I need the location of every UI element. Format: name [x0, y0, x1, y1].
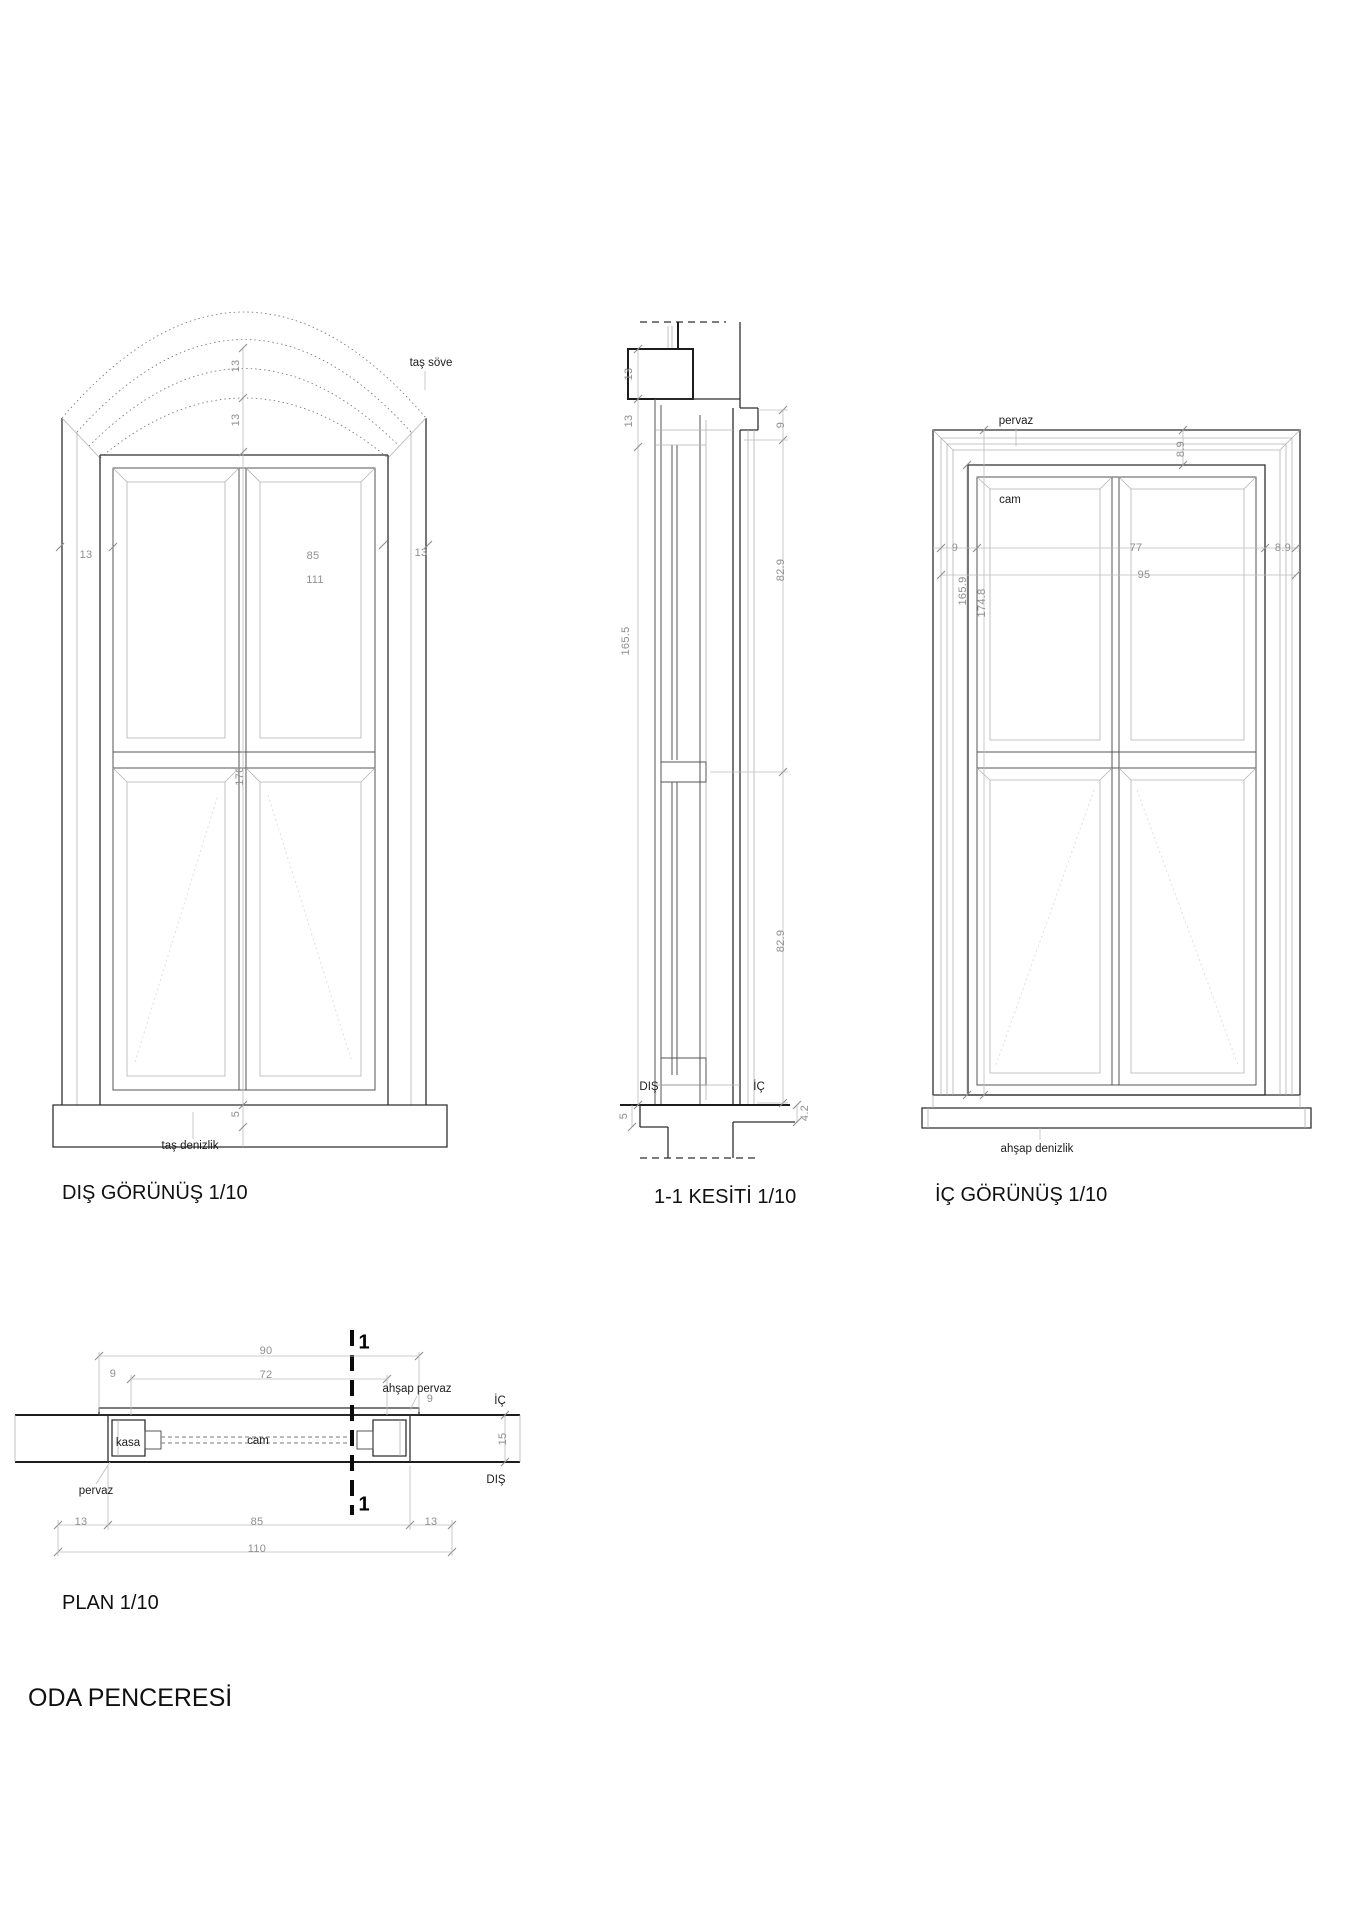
dim-sill-thickness: 5 [230, 1110, 242, 1118]
interior-view-title: İÇ GÖRÜNÜŞ 1/10 [935, 1184, 1108, 1206]
dim-overall-height: 174.8 [976, 588, 988, 618]
stone-surround-label: taş söve [409, 357, 453, 369]
dim-jamb-right-plan: 13 [424, 1516, 438, 1528]
exterior-view-linework [53, 312, 447, 1147]
inside-label-plan: İÇ [494, 1395, 506, 1407]
dim-trim-side-left: 9 [109, 1368, 117, 1380]
dim-trim-overall-width: 90 [259, 1345, 273, 1357]
dim-lintel-band-top: 13 [623, 367, 635, 381]
exterior-view-title: DIŞ GÖRÜNÜŞ 1/10 [62, 1182, 248, 1204]
dim-trim-width-right: 8.9 [1274, 542, 1292, 554]
frame-label: kasa [115, 1437, 141, 1449]
dim-jamb-left: 13 [79, 549, 93, 561]
dim-sash-height: 165.9 [957, 576, 969, 606]
interior-view-linework [922, 426, 1311, 1140]
dim-lintel-band-bottom: 13 [623, 414, 635, 428]
dim-opening-width: 85 [250, 1516, 264, 1528]
wood-sill-label: ahşap denizlik [1000, 1143, 1074, 1155]
dim-frame-width-plan: 72 [259, 1369, 273, 1381]
stone-sill-label: taş denizlik [161, 1140, 219, 1152]
glass-label: cam [999, 494, 1021, 506]
dim-jamb-right: 13 [414, 547, 428, 559]
dim-jamb-left-plan: 13 [74, 1516, 88, 1528]
section-mark-bottom: 1 [358, 1493, 370, 1516]
drawing-title: ODA PENCERESİ [28, 1684, 233, 1712]
wood-trim-label: ahşap pervaz [382, 1383, 452, 1395]
section-view-title: 1-1 KESİTİ 1/10 [654, 1186, 797, 1208]
dim-sill-back-height: 4.2 [799, 1104, 811, 1122]
trim-label: pervaz [998, 415, 1034, 427]
glass-label-plan: cam [247, 1435, 269, 1447]
dim-glass-width: 85 [306, 550, 320, 562]
inside-label: İÇ [753, 1081, 765, 1093]
dim-lower-sash-height: 82.9 [775, 929, 787, 953]
dim-head-height: 8.9 [1175, 440, 1187, 458]
dim-frame-height: 165.5 [620, 626, 632, 656]
dim-sash-width: 95 [1137, 569, 1151, 581]
section-view-linework [620, 322, 801, 1158]
dim-trim-width-left: 9 [951, 542, 959, 554]
dim-frame-width: 111 [306, 574, 324, 586]
dim-window-height: 170 [234, 766, 246, 786]
dim-arch-band-top: 13 [230, 359, 242, 373]
dim-sill-front-height: 5 [618, 1112, 630, 1120]
dim-trim-side-right: 9 [426, 1393, 434, 1405]
dim-wall-thickness: 15 [497, 1432, 509, 1446]
trim-label-plan: pervaz [78, 1485, 114, 1497]
plan-view-title: PLAN 1/10 [62, 1592, 159, 1614]
section-mark-top: 1 [358, 1331, 370, 1354]
dim-overall-width: 110 [247, 1543, 267, 1555]
dim-arch-band-bottom: 13 [230, 413, 242, 427]
dim-upper-sash-height: 82.9 [775, 558, 787, 582]
outside-label: DIŞ [639, 1081, 659, 1093]
dim-glass-width-int: 77 [1129, 542, 1143, 554]
dim-head-gap: 9 [775, 421, 787, 429]
outside-label-plan: DIŞ [486, 1474, 506, 1486]
